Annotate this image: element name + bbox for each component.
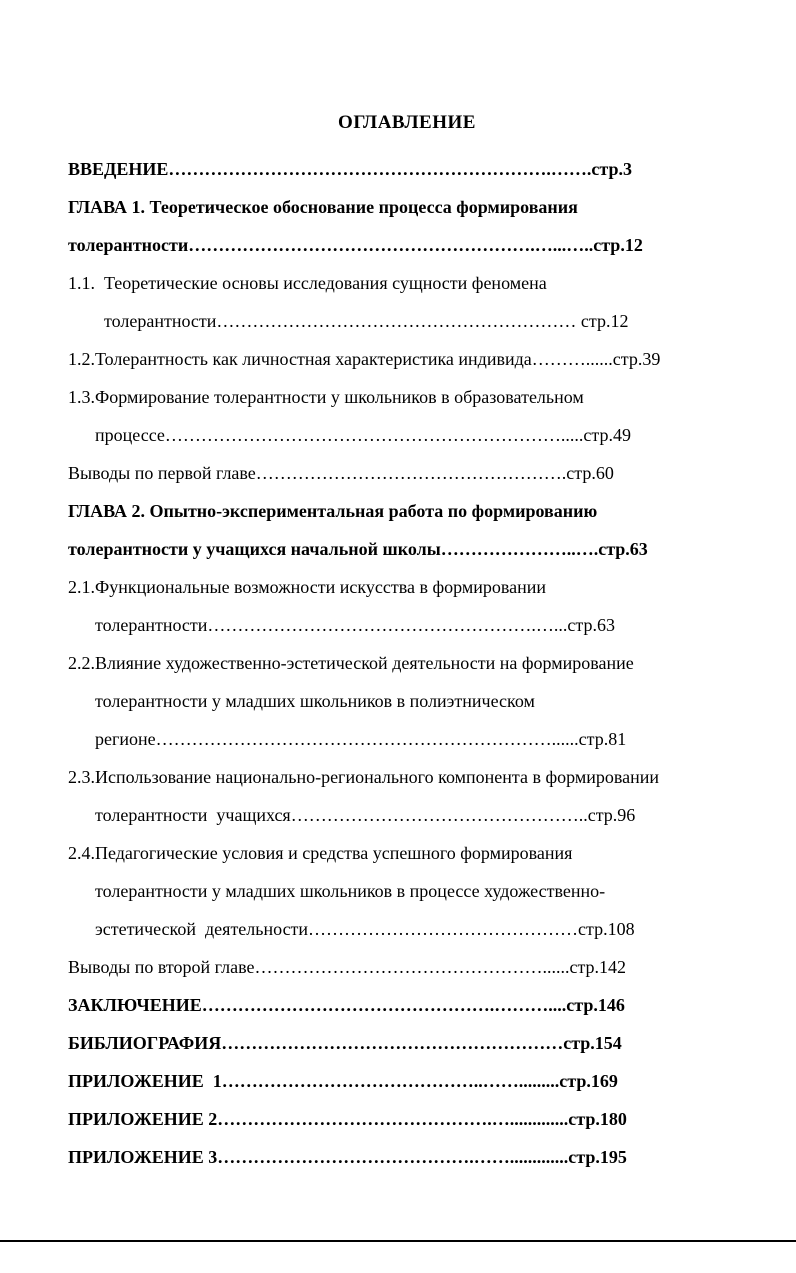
toc-entry-glava-2[interactable] <box>68 492 728 568</box>
table-of-contents <box>68 112 728 1176</box>
toc-entry-line: 2.3.Использование национально-регионального компонента в формировании <box>68 767 660 787</box>
toc-entry-vyvody-2[interactable] <box>68 948 728 986</box>
toc-entry-line: толерантности…………………………………………………… стр.12 <box>68 311 629 331</box>
toc-entry-section-1-1[interactable] <box>68 264 728 340</box>
page-title: ОГЛАВЛЕНИЕ <box>338 112 476 133</box>
toc-entry-line: ПРИЛОЖЕНИЕ 2……………………………………….….............стр.180 <box>68 1109 627 1129</box>
toc-entry-line: 1.1. Теоретические основы исследования сущности феномена <box>68 273 547 293</box>
toc-entry-section-2-3[interactable] <box>68 758 728 834</box>
toc-entry-line: толерантности у младших школьников в полиэтническом <box>68 691 535 711</box>
toc-entry-prilozhenie-2[interactable] <box>68 1100 728 1138</box>
toc-entry-line: 2.1.Функциональные возможности искусства в формировании <box>68 577 547 597</box>
toc-entry-line: 2.2.Влияние художественно-эстетической деятельности на формирование <box>68 653 634 673</box>
toc-entry-line: ГЛАВА 1. Теоретическое обоснование процесса формирования <box>68 197 578 217</box>
toc-entry-line: толерантности………………………………………………….…...…..стр.12 <box>68 235 643 255</box>
toc-entry-line: БИБЛИОГРАФИЯ…………………………………………………стр.154 <box>68 1033 622 1053</box>
toc-entry-line: ЗАКЛЮЧЕНИЕ………………………………………….………....стр.146 <box>68 995 625 1015</box>
toc-entry-list <box>68 150 728 1176</box>
toc-entry-line: Выводы по второй главе…………………………………………......стр.142 <box>68 957 627 977</box>
toc-entry-line: Выводы по первой главе…………………………………………….стр.60 <box>68 463 614 483</box>
toc-entry-line: процессе………………………………………………………….....стр.49 <box>68 425 631 445</box>
toc-entry-section-2-2[interactable] <box>68 644 728 758</box>
toc-entry-line: ГЛАВА 2. Опытно-экспериментальная работа по формированию <box>68 501 598 521</box>
page-bottom-rule <box>0 1240 796 1242</box>
toc-entry-line: толерантности у учащихся начальной школы…………………..….стр.63 <box>68 539 648 559</box>
toc-entry-bibliografiya[interactable] <box>68 1024 728 1062</box>
toc-entry-line: ВВЕДЕНИЕ……………………………………………………….…….стр.3 <box>68 159 632 179</box>
toc-entry-line: толерантности у младших школьников в процессе художественно- <box>68 881 606 901</box>
toc-entry-line: толерантности учащихся…………………………………………..стр.96 <box>68 805 636 825</box>
toc-entry-section-2-4[interactable] <box>68 834 728 948</box>
toc-entry-prilozhenie-1[interactable] <box>68 1062 728 1100</box>
toc-entry-glava-1[interactable] <box>68 188 728 264</box>
toc-entry-prilozhenie-3[interactable] <box>68 1138 728 1176</box>
toc-entry-zaklyuchenie[interactable] <box>68 986 728 1024</box>
toc-entry-line: эстетической деятельности………………………………………стр.108 <box>68 919 635 939</box>
toc-entry-line: 1.3.Формирование толерантности у школьников в образовательном <box>68 387 584 407</box>
toc-entry-line: регионе…………………………………………………………......стр.81 <box>68 729 627 749</box>
toc-entry-vvedenie[interactable] <box>68 150 728 188</box>
toc-entry-vyvody-1[interactable] <box>68 454 728 492</box>
toc-entry-line: ПРИЛОЖЕНИЕ 1……………………………………..…….........стр.169 <box>68 1071 618 1091</box>
toc-entry-section-2-1[interactable] <box>68 568 728 644</box>
toc-entry-section-1-3[interactable] <box>68 378 728 454</box>
toc-entry-line: толерантности……………………………………………….…...стр.63 <box>68 615 615 635</box>
toc-entry-line: ПРИЛОЖЕНИЕ 3…………………………………….…….............стр.195 <box>68 1147 627 1167</box>
toc-entry-line: 1.2.Толерантность как личностная характеристика индивида………......стр.39 <box>68 349 661 369</box>
toc-entry-section-1-2[interactable] <box>68 340 728 378</box>
toc-entry-line: 2.4.Педагогические условия и средства успешного формирования <box>68 843 573 863</box>
